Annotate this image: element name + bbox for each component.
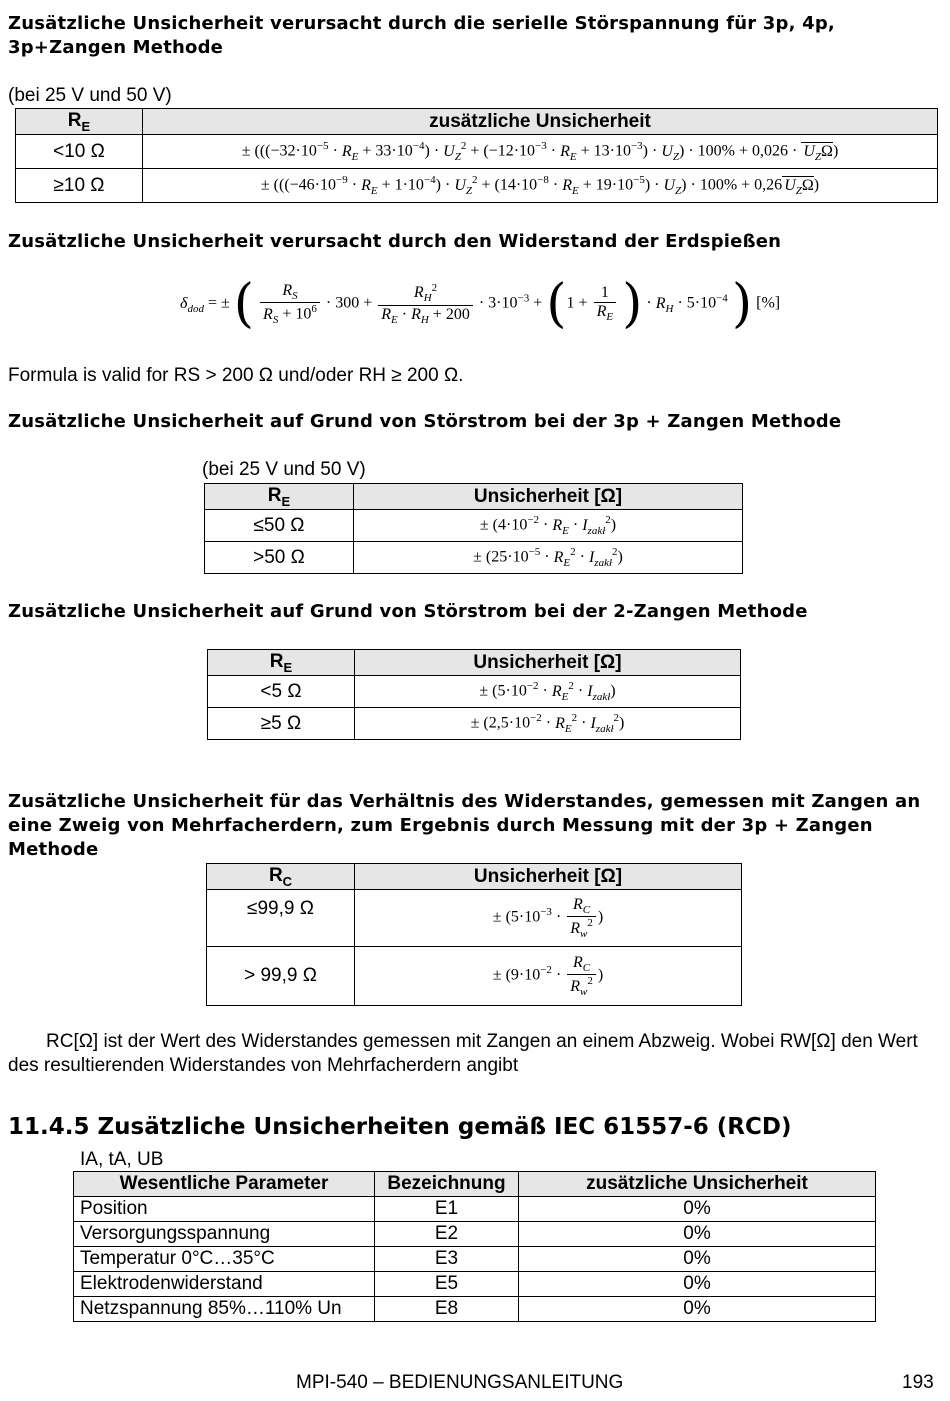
sec1-col-re: $R_E$ xyxy=(16,109,143,135)
rcd-value: 0% xyxy=(519,1197,876,1222)
rcd-code: E3 xyxy=(375,1247,519,1272)
rcd-header-param: Wesentliche Parameter xyxy=(74,1172,375,1197)
sec4-row1-formula: ± $(5\cdot 10^{-2} \cdot R_E^2 \cdot I_{zakł})$ xyxy=(355,676,741,708)
sec5-row2-label: > 99,9 Ω xyxy=(207,947,355,1006)
sec3-row1-formula: ± $(4\cdot 10^{-2} \cdot R_E \cdot I_{zakł}^2)$ xyxy=(354,510,743,542)
sec1-heading: Zusätzliche Unsicherheit verursacht durch die serielle Störspannung für 3p, 4p, 3p+Zangen Methode xyxy=(8,13,835,58)
sec3-heading: Zusätzliche Unsicherheit auf Grund von Störstrom bei der 3p + Zangen Methode xyxy=(8,411,842,432)
rcd-header-code: Bezeichnung xyxy=(375,1172,519,1197)
table-row xyxy=(74,1197,876,1222)
sec3-col-re: $R_E$ xyxy=(205,484,354,510)
table-row xyxy=(74,1272,876,1297)
rcd-param: Temperatur 0°C…35°C xyxy=(74,1247,375,1272)
sec4-row2-formula: ± $(2,5\cdot 10^{-2} \cdot R_E^2 \cdot I_{zakł}^2)$ xyxy=(355,708,741,740)
sec2-heading: Zusätzliche Unsicherheit verursacht durch den Widerstand der Erdspießen xyxy=(8,231,782,252)
sec4-col-uncert: Unsicherheit [Ω] xyxy=(355,650,741,676)
sec3-row2-formula: ± $(25\cdot 10^{-5} \cdot R_E^2 \cdot I_{zakł}^2)$ xyxy=(354,542,743,574)
sec5-row1-label: ≤99,9 Ω xyxy=(207,890,355,947)
sec1-row2-label: ≥10 Ω xyxy=(16,169,143,203)
rcd-param: Position xyxy=(74,1197,375,1222)
table-row xyxy=(74,1297,876,1322)
rcd-param: Elektrodenwiderstand xyxy=(74,1272,375,1297)
rcd-param: Netzspannung 85%…110% Un xyxy=(74,1297,375,1322)
sec5-col-uncert: Unsicherheit [Ω] xyxy=(355,864,742,890)
sec5-heading: Zusätzliche Unsicherheit für das Verhältnis des Widerstandes, gemessen mit Zangen an eine Zweig von Mehrfacherdern, zum Ergebnis durch Messung mit der 3p + Zangen Methode xyxy=(8,791,921,860)
sec4-table xyxy=(207,649,741,740)
sec3-row2-label: >50 Ω xyxy=(205,542,354,574)
rcd-value: 0% xyxy=(519,1272,876,1297)
rcd-header-value: zusätzliche Unsicherheit xyxy=(519,1172,876,1197)
sec1-note: (bei 25 V und 50 V) xyxy=(8,85,172,106)
rcd-param: Versorgungsspannung xyxy=(74,1222,375,1247)
sec2-formula: $\delta_{dod}$ = ± ( $\frac{R_S}{R_S + 10^6}$ · 300 + $\frac{R_H^2}{R_E \cdot R_H + 200}$ · $3\cdot 10^{-3} + (1$ + $\frac{1}{R_E}$ ) · $R_H \cdot 5\cdot 10^{-4}$ ) [%] xyxy=(180,274,781,334)
sec5-col-rc: $R_C$ xyxy=(207,864,355,890)
sec1-row1-formula: ± $(((-32\cdot 10^{-5} \cdot R_E + 33\cdot 10^{-4}) \cdot U_Z^2 + (-12\cdot 10^{-3} \cdot R_E + 13\cdot 10^{-3}) \cdot U_Z) \cdot 100\% + 0,026 \cdot U_Z\Omega)$ xyxy=(143,135,938,169)
rcd-value: 0% xyxy=(519,1247,876,1272)
rcd-code: E8 xyxy=(375,1297,519,1322)
sec6-subtitle: IA, tA, UB xyxy=(80,1149,164,1170)
rcd-code: E2 xyxy=(375,1222,519,1247)
sec6-heading: 11.4.5 Zusätzliche Unsicherheiten gemäß IEC 61557-6 (RCD) xyxy=(8,1114,792,1140)
sec3-col-uncert: Unsicherheit [Ω] xyxy=(354,484,743,510)
rcd-table xyxy=(73,1171,876,1322)
sec1-row2-formula: ± ($((-46\cdot 10^{-9} \cdot R_E + 1\cdot 10^{-4}) \cdot U_Z^2 + (14\cdot 10^{-8} \cdot R_E + 19\cdot 10^{-5}) \cdot U_Z) \cdot 100\% + 0,26$ $U_Z\Omega$) xyxy=(143,169,938,203)
sec4-row1-label: <5 Ω xyxy=(208,676,355,708)
sec1-table xyxy=(15,108,938,203)
sec2-validity: Formula is valid for RS > 200 Ω und/oder RH ≥ 200 Ω. xyxy=(8,365,464,386)
sec5-row1-formula: ± ($5\cdot 10^{-3}$ · $\frac{R_C}{R_w^2}$ ) xyxy=(355,890,742,947)
sec5-row2-formula: ± ($9\cdot 10^{-2}$ · $\frac{R_C}{R_w^2}$ ) xyxy=(355,947,742,1006)
rcd-value: 0% xyxy=(519,1222,876,1247)
table-row xyxy=(74,1222,876,1247)
sec3-row1-label: ≤50 Ω xyxy=(205,510,354,542)
sec4-row2-label: ≥5 Ω xyxy=(208,708,355,740)
sec1-col-uncert: zusätzliche Unsicherheit xyxy=(143,109,938,135)
sec5-table xyxy=(206,863,742,1006)
sec4-heading: Zusätzliche Unsicherheit auf Grund von Störstrom bei der 2-Zangen Methode xyxy=(8,601,808,622)
table-row xyxy=(74,1247,876,1272)
sec4-col-re: $R_E$ xyxy=(208,650,355,676)
sec5-explanation: RC[Ω] ist der Wert des Widerstandes gemessen mit Zangen an einem Abzweig. Wobei RW[Ω] den Wert des resultierenden Widerstandes von Mehrfacherdern angibt xyxy=(8,1031,918,1076)
footer-page-number: 193 xyxy=(902,1372,934,1393)
rcd-value: 0% xyxy=(519,1297,876,1322)
sec1-row1-label: <10 Ω xyxy=(16,135,143,169)
sec3-note: (bei 25 V und 50 V) xyxy=(202,459,366,480)
rcd-code: E5 xyxy=(375,1272,519,1297)
footer-title: MPI-540 – BEDIENUNGSANLEITUNG xyxy=(296,1372,624,1393)
sec3-table xyxy=(204,483,743,574)
rcd-code: E1 xyxy=(375,1197,519,1222)
